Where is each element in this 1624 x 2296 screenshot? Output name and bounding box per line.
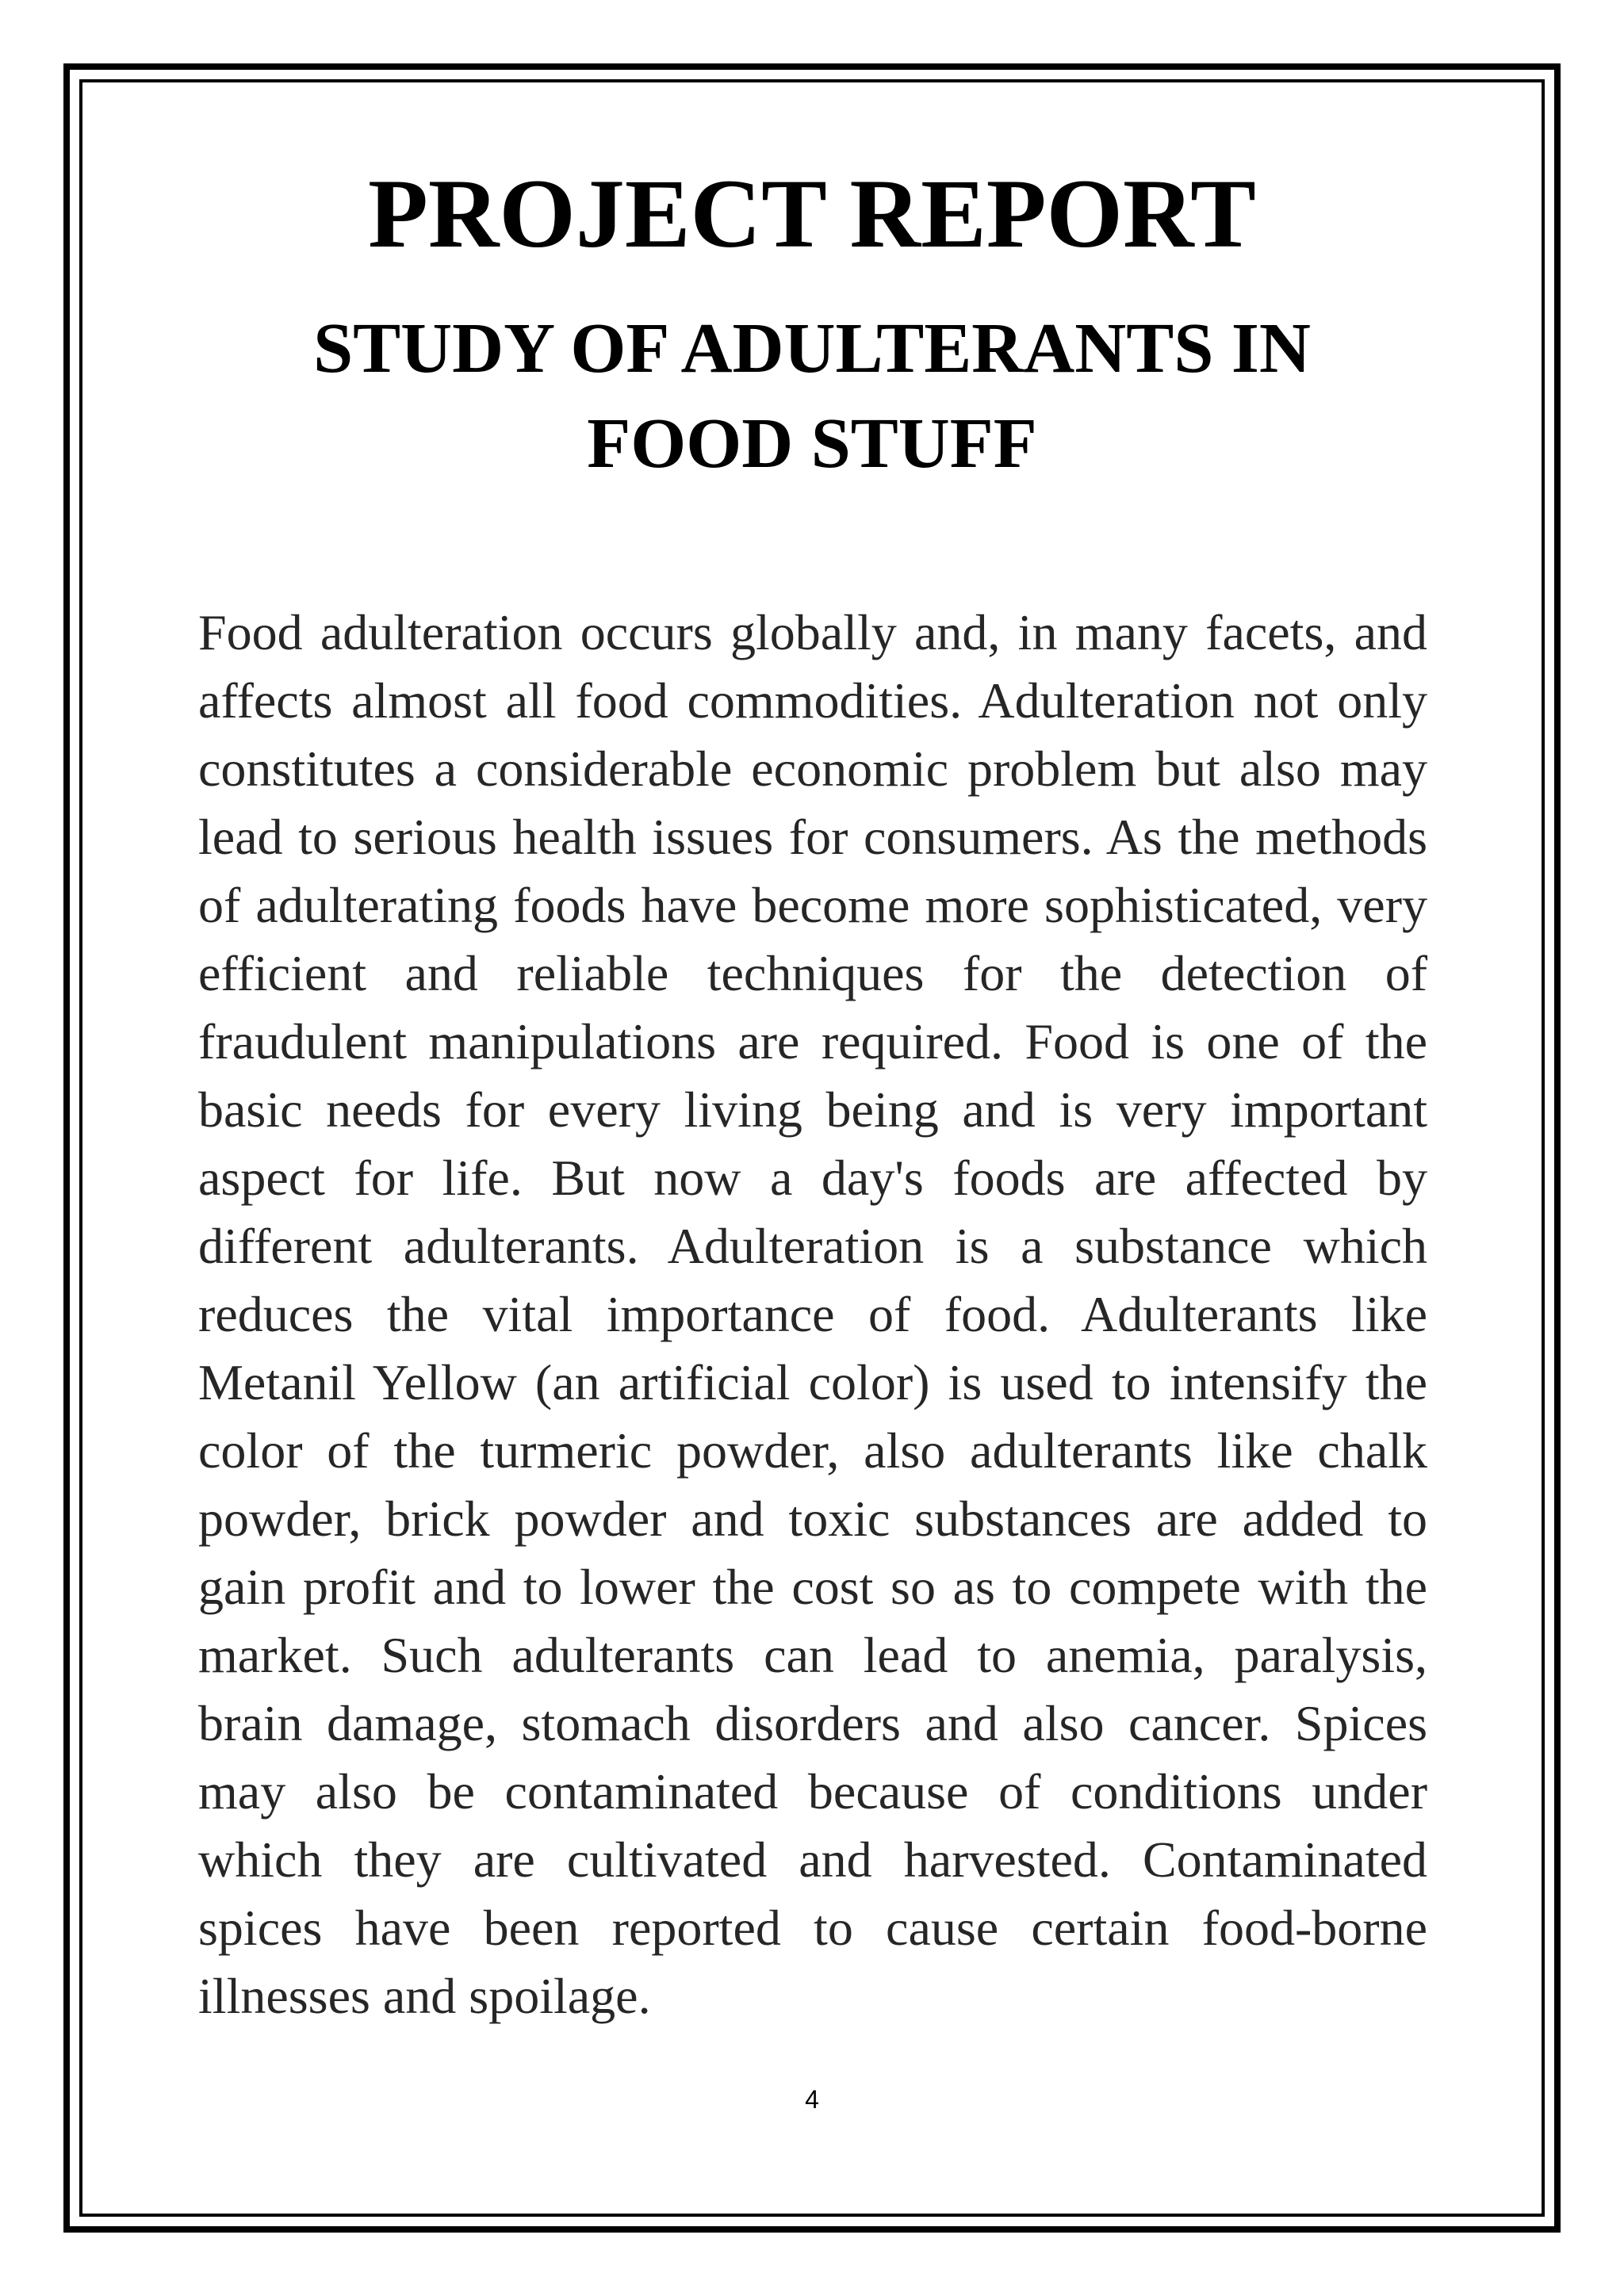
report-title: PROJECT REPORT bbox=[368, 159, 1256, 268]
report-subtitle: STUDY OF ADULTERANTS IN FOOD STUFF bbox=[313, 309, 1311, 483]
body-paragraph: Food adulteration occurs globally and, in many facets, and affects almost all food commodities. Adulteration not only constitutes a considerable economic problem but also may lead to serious health issues for consumers. As the methods of adulterating foods have become more sophisticated, very efficient and reliable techniques for the detection of fraudulent manipulations are required. Food is one of the basic needs for every living being and is very important aspect for life. But now a day's foods are affected by different adulterants. Adulteration is a substance which reduces the vital importance of food. Adulterants like Metanil Yellow (an artificial color) is used to intensify the color of the turmeric powder, also adulterants like chalk powder, brick powder and toxic substances are added to gain profit and to lower the cost so as to compete with the market. Such adulterants can lead to anemia, paralysis, brain damage, stomach disorders and also cancer. Spices may also be contaminated because of conditions under which they are cultivated and harvested. Contaminated spices have been reported to cause certain food-borne illnesses and spoilage. bbox=[198, 604, 1427, 2024]
page-number: 4 bbox=[805, 2085, 819, 2114]
